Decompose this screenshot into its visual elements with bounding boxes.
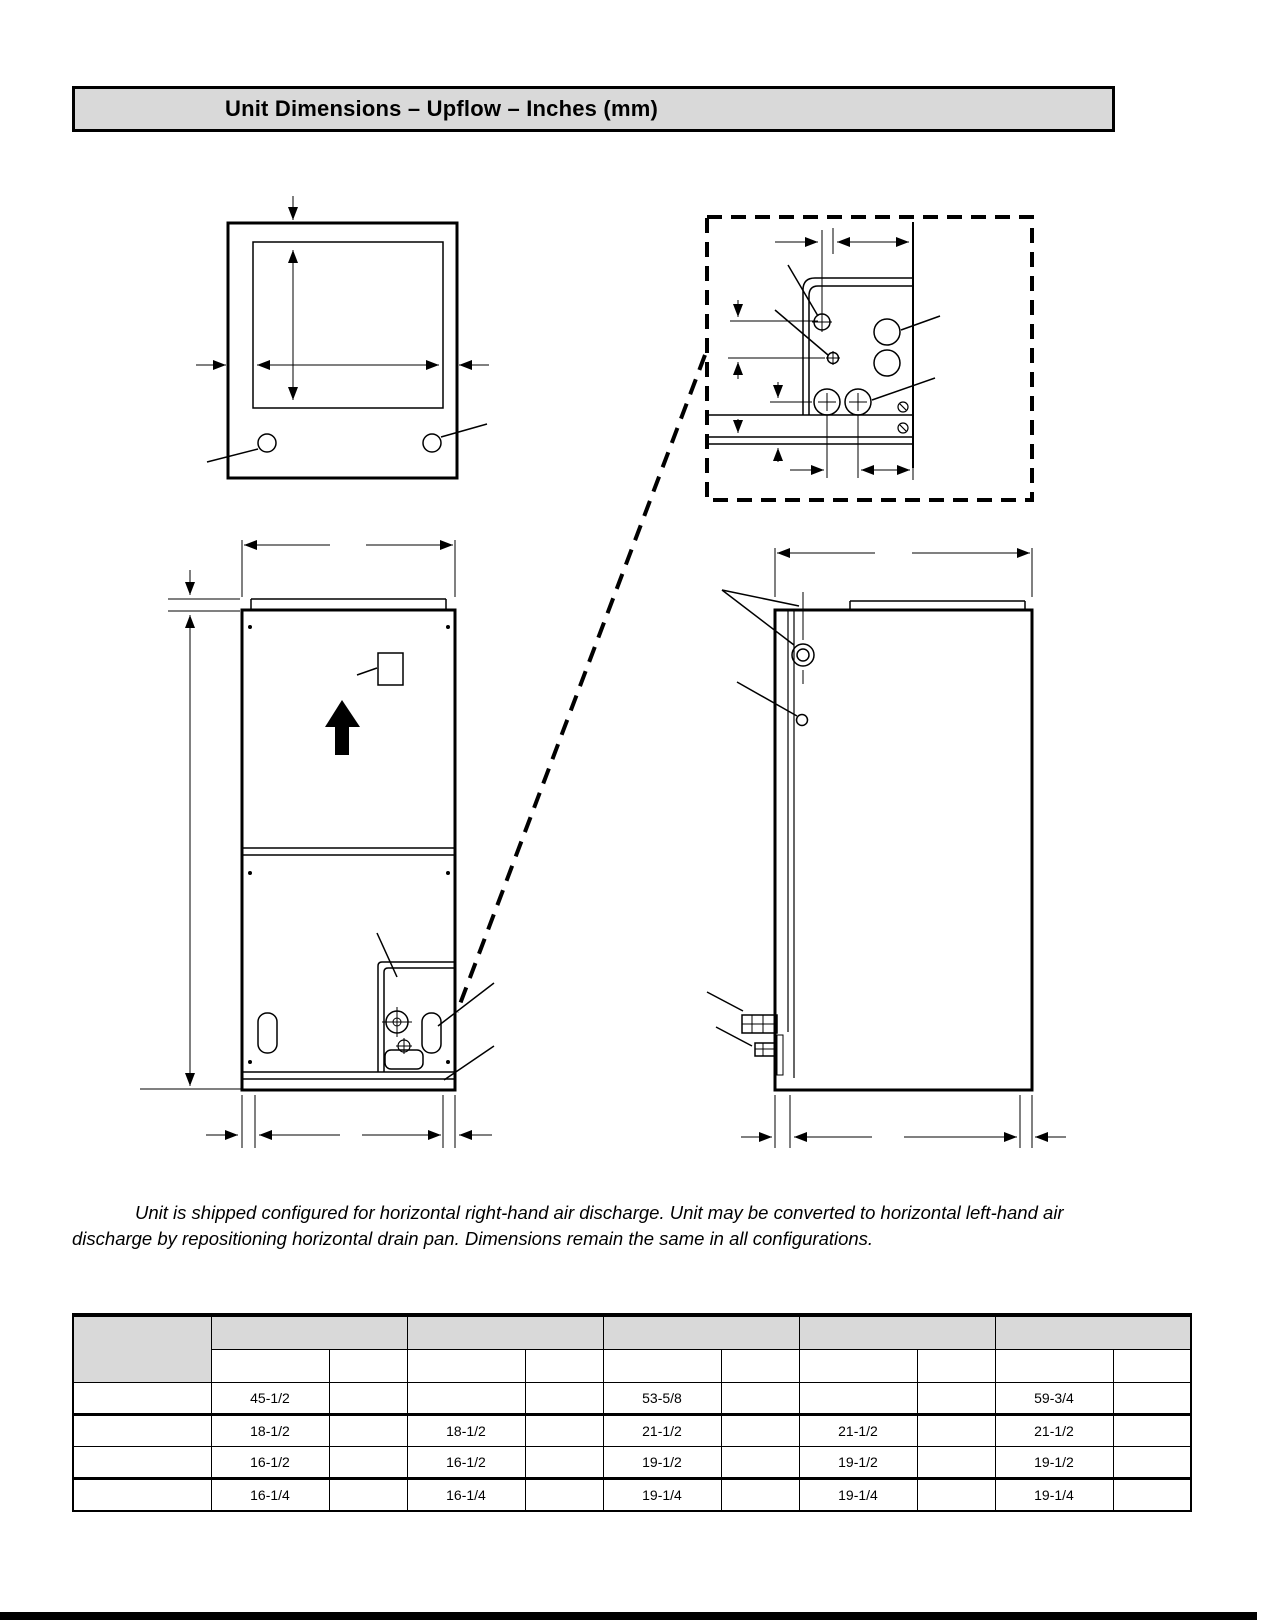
dimension-value-cell [917, 1479, 995, 1512]
handle-slot [258, 1013, 277, 1053]
group-header-cell [407, 1315, 603, 1350]
sub-header-cell [407, 1350, 525, 1383]
dimension-value-cell: 18-1/2 [211, 1415, 329, 1447]
dimension-value-cell [799, 1383, 917, 1415]
dims-table-body [73, 1383, 1191, 1512]
table-row [73, 1447, 1191, 1479]
table-row [73, 1479, 1191, 1512]
shipping-note [72, 1200, 1200, 1252]
group-header-cell [799, 1315, 995, 1350]
sub-header-cell [329, 1350, 407, 1383]
dimension-value-cell: 19-1/4 [603, 1479, 721, 1512]
dimension-value-cell [525, 1479, 603, 1512]
dimension-value-cell [917, 1415, 995, 1447]
dimension-value-cell: 21-1/2 [799, 1415, 917, 1447]
dimension-value-cell [1113, 1479, 1191, 1512]
dimension-value-cell: 16-1/2 [211, 1447, 329, 1479]
dimension-value-cell: 53-5/8 [603, 1383, 721, 1415]
dimension-value-cell: 21-1/2 [995, 1415, 1113, 1447]
dimension-value-cell [1113, 1415, 1191, 1447]
handle-slot [422, 1013, 441, 1053]
side-view-diagram [707, 548, 1066, 1148]
top-view-diagram [196, 196, 489, 478]
panel-screws [248, 625, 450, 1064]
row-header-cell [73, 1479, 211, 1512]
table-row [73, 1383, 1191, 1415]
sub-header-cell [721, 1350, 799, 1383]
row-header-cell [73, 1383, 211, 1415]
dimension-value-cell: 19-1/2 [799, 1447, 917, 1479]
dimension-value-cell: 59-3/4 [995, 1383, 1113, 1415]
page-footer-bar [0, 1612, 1257, 1620]
dimension-value-cell: 19-1/4 [995, 1479, 1113, 1512]
group-header-row [73, 1315, 1191, 1350]
sub-header-cell [917, 1350, 995, 1383]
panel-screws [898, 402, 908, 433]
table-row [73, 1415, 1191, 1447]
dimension-value-cell: 16-1/2 [407, 1447, 525, 1479]
airflow-arrow-icon [325, 700, 360, 755]
knockout-hole [258, 434, 276, 452]
knockout-hole [423, 434, 441, 452]
sub-header-row [73, 1350, 1191, 1383]
note-line-1: Unit is shipped configured for horizontal right-hand air discharge. Unit may be converted to horizontal left-hand air [135, 1202, 1064, 1223]
dimension-value-cell [525, 1447, 603, 1479]
dimension-value-cell [329, 1415, 407, 1447]
table-header [73, 1315, 1191, 1383]
dimension-value-cell: 19-1/2 [603, 1447, 721, 1479]
dimension-value-cell [1113, 1383, 1191, 1415]
sub-header-cell [525, 1350, 603, 1383]
dimension-value-cell [721, 1383, 799, 1415]
dimension-value-cell [329, 1447, 407, 1479]
dimension-value-cell [917, 1447, 995, 1479]
dimension-value-cell: 19-1/4 [799, 1479, 917, 1512]
sub-header-cell [211, 1350, 329, 1383]
dimensions-table [72, 1313, 1192, 1512]
dimension-value-cell [721, 1447, 799, 1479]
dimension-value-cell [721, 1415, 799, 1447]
sub-header-cell [995, 1350, 1113, 1383]
dimension-value-cell: 21-1/2 [603, 1415, 721, 1447]
sub-header-cell [1113, 1350, 1191, 1383]
dimension-value-cell: 19-1/2 [995, 1447, 1113, 1479]
front-view-diagram [140, 540, 494, 1148]
thermostat-wire-hole [797, 715, 808, 726]
sub-header-cell [603, 1350, 721, 1383]
row-header-cell [73, 1447, 211, 1479]
cabinet-side [775, 610, 1032, 1090]
detail-callout-line [457, 355, 705, 1012]
rating-label [378, 653, 403, 685]
note-line-2: discharge by repositioning horizontal drain pan. Dimensions remain the same in all configurations. [72, 1228, 874, 1249]
row-header-cell [73, 1415, 211, 1447]
dimension-value-cell [329, 1383, 407, 1415]
dimension-value-cell [721, 1479, 799, 1512]
condensate-drain-fittings [742, 1015, 777, 1056]
group-header-cell [211, 1315, 407, 1350]
table-corner-cell [73, 1315, 211, 1383]
dimension-value-cell: 45-1/2 [211, 1383, 329, 1415]
dimension-value-cell [1113, 1447, 1191, 1479]
dimension-value-cell [525, 1415, 603, 1447]
dimension-value-cell [917, 1383, 995, 1415]
sub-header-cell [799, 1350, 917, 1383]
page-title: Unit Dimensions – Upflow – Inches (mm) [225, 96, 658, 121]
dimension-value-cell: 16-1/4 [211, 1479, 329, 1512]
drain-connections [382, 1007, 412, 1054]
group-header-cell [603, 1315, 799, 1350]
dimension-value-cell [525, 1383, 603, 1415]
dimension-value-cell: 16-1/4 [407, 1479, 525, 1512]
group-header-cell [995, 1315, 1191, 1350]
refrigerant-line-holes [812, 312, 900, 415]
dimension-value-cell [329, 1479, 407, 1512]
dimension-value-cell: 18-1/2 [407, 1415, 525, 1447]
dimension-value-cell [407, 1383, 525, 1415]
detail-view-diagram [457, 217, 1032, 1012]
